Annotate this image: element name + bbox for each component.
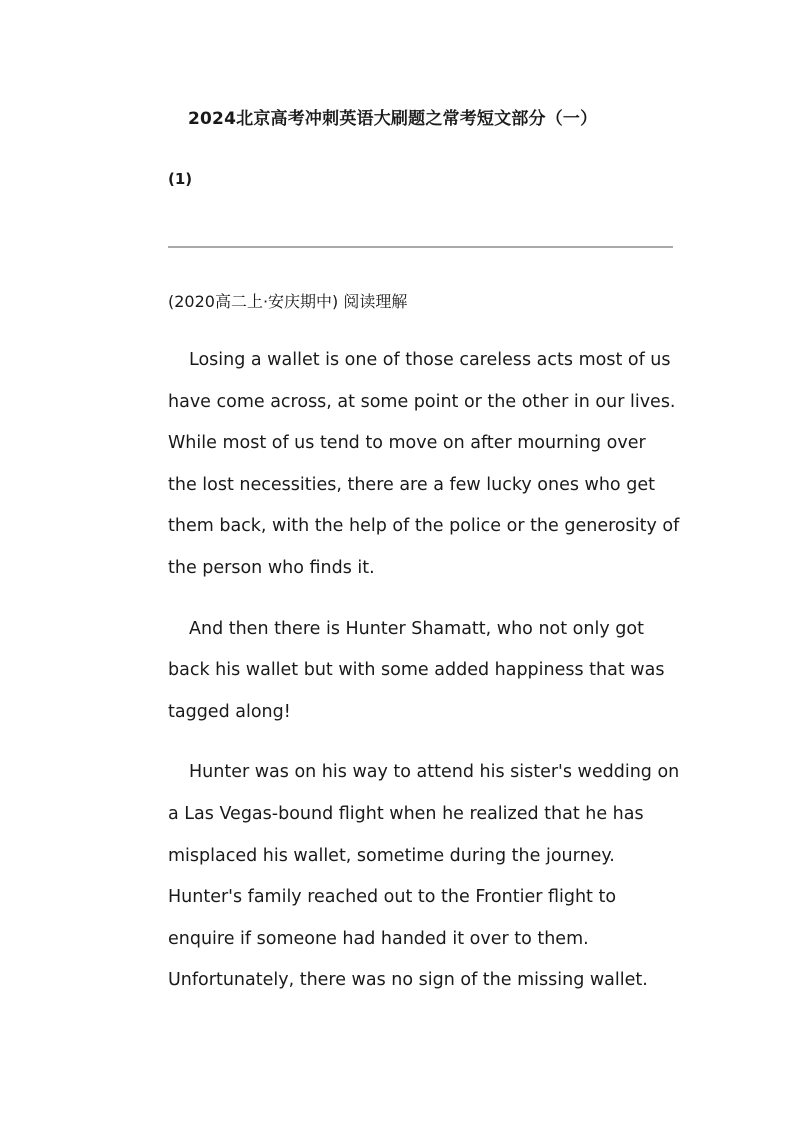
document-title: 2024北京高考冲刺英语大刷题之常考短文部分（一） [188,109,598,129]
text-line: Hunter's family reached out to the Frontier flight to [168,887,617,908]
text-line: them back, with the help of the police or the generosity of [168,516,680,537]
text-line: Hunter was on his way to attend his sister's wedding on [189,762,680,783]
paragraph-1 [168,340,678,590]
text-line: back his wallet but with some added happiness that was [168,660,665,681]
text-line: Losing a wallet is one of those careless acts most of us [189,350,671,370]
text-line: Unfortunately, there was no sign of the missing wallet. [168,970,648,991]
reading-passage [168,340,678,1021]
text-line: enquire if someone had handed it over to them. [168,928,589,949]
question-source: (2020高二上·安庆期中) 阅读理解 [168,292,408,311]
question-number: (1) [168,170,193,188]
paragraph-2 [168,609,678,734]
text-line: have come across, at some point or the other in our lives. [168,391,676,412]
text-line: And then there is Hunter Shamatt, who not only got [189,618,644,639]
text-line: the person who finds it. [168,557,375,578]
text-line: While most of us tend to move on after mourning over [168,433,646,454]
paragraph-3 [168,752,678,1002]
text-line: tagged along! [168,701,291,722]
text-line: the lost necessities, there are a few lucky ones who get [168,474,655,495]
section-divider [168,246,673,248]
text-line: misplaced his wallet, sometime during the journey. [168,845,615,866]
text-line: a Las Vegas-bound flight when he realized that he has [168,803,644,824]
